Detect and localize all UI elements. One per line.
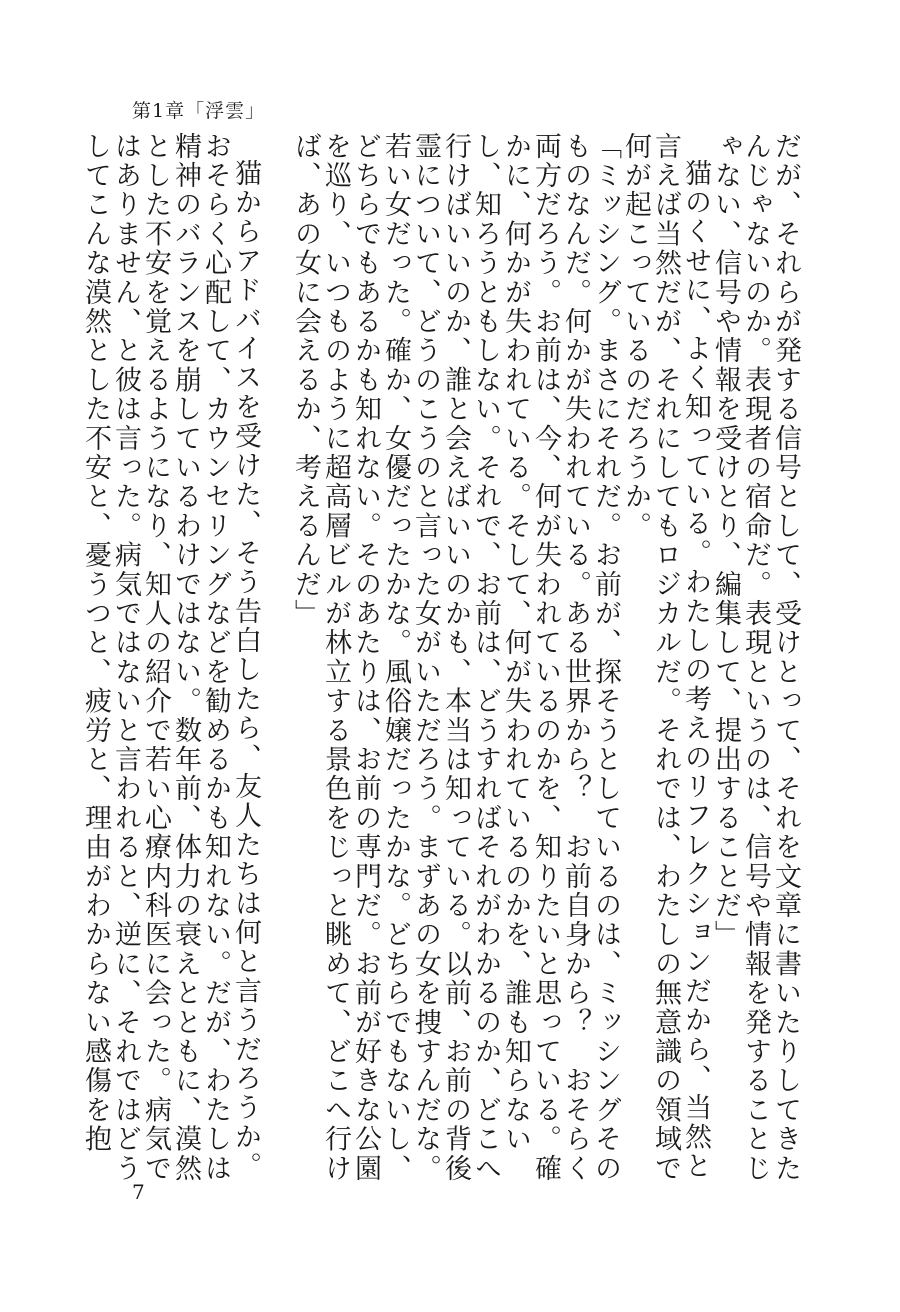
paragraph-2: 猫のくせに、よく知っている。わたしの考えのリフレクションだから、当然と言えば当然だが、それにしてもロジカルだ。それでは、わたしの無意識の領域で何が起こっているのだろうか。: [620, 132, 711, 1184]
running-head: 第1章「浮雲」: [132, 100, 266, 122]
paragraph-3: 「ミッシング。まさにそれだ。お前が、探そうとしているのは、ミッシングそのものなんだ。何かが失われている。ある世界から？ お前自身から？ おそらく両方だろう。お前は、今、何が失われているのかを、知りたいと思っている。確かに、何かが失われている。そして、何が失われているのかを、誰も知らないし、知ろうともしない。それで、お前は、どうすればそれがわかるのか、どこへ行けばいいのか、誰と会えばいいのかも、本当は知っている。以前、お前の背後霊について、どうのこうのと言った女がいただろう。まずあの女を捜すんだな。若い女だった。確か、女優だったかな。風俗嬢だったかな。どちらでもないし、どちらでもあるかも知れない。そのあたりは、お前の専門だ。お前が好きな公園を巡り、いつものように超高層ビルが林立する景色をじっと眺めて、どこへ行けば、あの女に会えるか、考えるんだ」: [290, 132, 621, 1184]
blank-line: [260, 132, 290, 1194]
page-number: 7: [132, 1180, 145, 1204]
paragraph-1: だが、それらが発する信号として、受けとって、それを文章に書いたりしてきたんじゃないのか。表現者の宿命だ。表現というのは、信号や情報を発することじゃない、信号や情報を受けとり、編集して、提出することだ」: [710, 132, 801, 1184]
paragraph-4: 猫からアドバイスを受けた、そう告白したら、友人たちは何と言うだろうか。おそらく心配して、カウンセリングなどを勧めるかも知れない。だが、わたしは精神のバランスを崩しているわけではない。数年前、体力の衰えとともに、漠然とした不安を覚えるようになり、知人の紹介で若い心療内科医に会った。病気ではありません、と彼は言った。病気ではないと言われると、逆に、それではどうしてこんな漠然とした不安と、憂うつと、疲労と、理由がわからない感傷を抱: [80, 132, 261, 1184]
body-text: [80, 132, 801, 1194]
